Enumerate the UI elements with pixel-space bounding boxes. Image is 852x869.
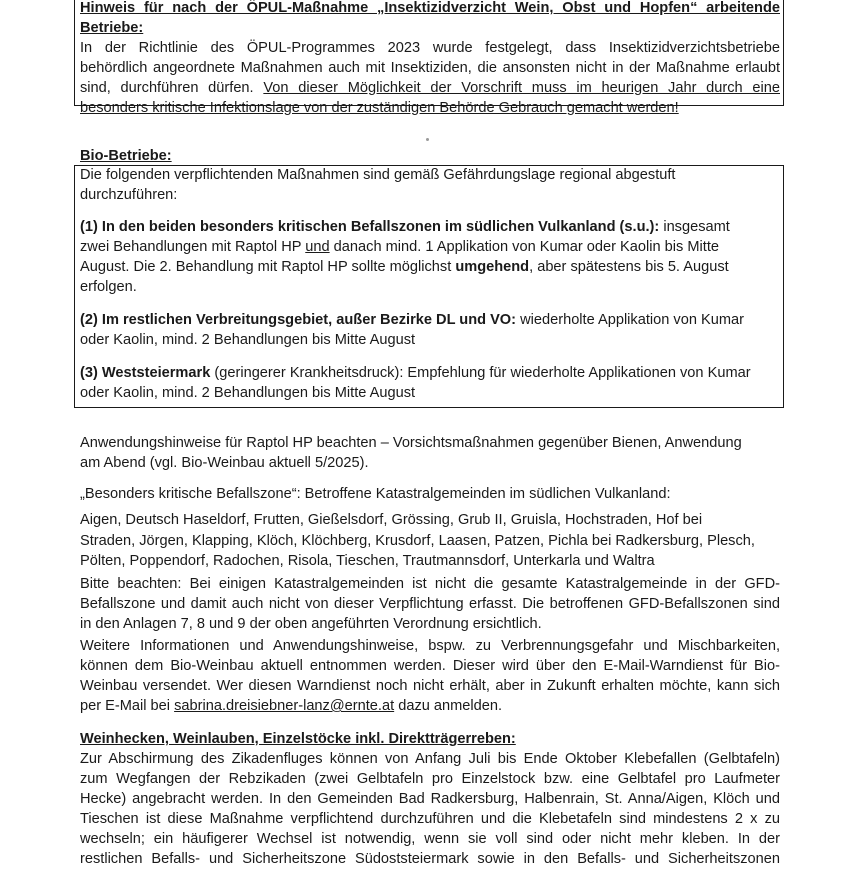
notice-heading: Hinweis für nach der ÖPUL-Maßnahme „Insektizidverzicht Wein, Obst und Hopfen“ arbeitende — [80, 0, 780, 16]
zone-intro-line: „Besonders kritische Befallszone“: Betroffene Katastralgemeinden im südlichen Vulkanland: — [80, 486, 671, 502]
bio-intro: Die folgenden verpflichtenden Maßnahmen sind gemäß Gefährdungslage regional abgestuft — [80, 167, 676, 183]
top-notice — [80, 0, 780, 118]
hedges-line: Hecke) angebracht werden. In den Gemeinden Bad Radkersburg, Halbenrain, St. Anna/Aigen, Klöch und — [80, 791, 780, 807]
hedges-line: wechseln; ein häufigerer Wechsel ist notwendig, wenn sie voll sind oder nicht mehr kleben. In der — [80, 831, 780, 847]
municipality-line: Aigen, Deutsch Haseldorf, Frutten, Gießelsdorf, Grössing, Grub II, Gruisla, Hochstraden, Hof bei — [80, 512, 703, 528]
bio-point-1-line: August. Die 2. Behandlung mit Raptol HP sollte möglichst umgehend, aber spätestens bis 5. August — [80, 259, 729, 275]
info-line: Weinbau versendet. Wer diesen Warndienst noch nicht erhält, aber in Zukunft erhalten möchte, kann sich — [80, 678, 780, 694]
bio-heading: Bio-Betriebe: — [80, 148, 172, 164]
municipality-line: Straden, Jörgen, Klapping, Klöch, Klöchberg, Krusdorf, Laasen, Patzen, Pichla bei Radkersburg, Plesch, — [80, 532, 755, 549]
hedges-line: Tieschen ist diese Maßnahme verpflichtend durchzuführen und die Klebetafeln sind mindestens 2 x zu — [80, 811, 780, 827]
bio-point-1-line: zwei Behandlungen mit Raptol HP und danach mind. 1 Applikation von Kumar oder Kaolin bis Mitte — [80, 239, 720, 255]
notice-line: behördlich angeordnete Maßnahmen auch mit Insektiziden, die ansonsten nicht in der Maßnahme erlaubt — [80, 60, 780, 76]
hedges-section — [80, 729, 780, 869]
bio-point-2-line: oder Kaolin, mind. 2 Behandlungen bis Mitte August — [80, 332, 416, 348]
application-hints — [80, 433, 780, 473]
info-line: per E-Mail bei sabrina.dreisiebner-lanz@ernte.at dazu anmelden. — [80, 698, 503, 714]
hedges-line: restlichen Befalls- und Sicherheitszone Südoststeiermark sowie in den Befalls- und Sicherheitszonen — [80, 851, 780, 867]
hedges-heading: Weinhecken, Weinlauben, Einzelstöcke inkl. Direktträgerreben: — [80, 731, 516, 747]
notice-heading-cont: Betriebe: — [80, 20, 144, 36]
info-line: Weitere Informationen und Anwendungshinweise, bspw. zu Verbrennungsgefahr und Mischbarkeiten, — [80, 638, 780, 654]
notice-line: sind, durchführen dürfen. Von dieser Möglichkeit der Vorschrift muss im heurigen Jahr durch eine — [80, 80, 780, 96]
hedges-line: zum Wegfangen der Rebzikaden (zwei Gelbtafeln pro Einzelstock bzw. eine Gelbtafel pro Laufmeter — [80, 771, 780, 787]
bio-intro: durchzuführen: — [80, 187, 178, 203]
scan-speck — [426, 138, 429, 141]
zone-municipalities — [80, 510, 780, 572]
bio-point-1: (1) In den beiden besonders kritischen Befallszonen im südlichen Vulkanland (s.u.): insgesamt — [80, 219, 730, 235]
hedges-line: Zur Abschirmung des Zikadenfluges können von Anfang Juli bis Ende Oktober Klebefallen (Gelbtafeln) — [80, 751, 780, 767]
note-line: Befallszone und damit auch nicht von dieser Verpflichtung erfasst. Die betroffenen GFD-Befallszonen sind — [80, 596, 780, 612]
email-link[interactable]: sabrina.dreisiebner-lanz@ernte.at — [174, 698, 395, 714]
info-line: können dem Bio-Weinbau aktuell entnommen werden. Dieser wird über den E-Mail-Warndienst für Bio- — [80, 658, 780, 674]
bio-content — [80, 165, 780, 403]
municipality-line: Pölten, Poppendorf, Radochen, Risola, Tieschen, Trautmannsdorf, Unterkarla und Waltra — [80, 553, 655, 569]
bio-point-2: (2) Im restlichen Verbreitungsgebiet, außer Bezirke DL und VO: wiederholte Applikation von Kumar — [80, 312, 744, 328]
note-line: in den Anlagen 7, 8 und 9 der oben angeführten Verordnung ersichtlich. — [80, 616, 542, 632]
info-paragraph — [80, 636, 780, 716]
bio-point-3: (3) Weststeiermark (geringerer Krankheitsdruck): Empfehlung für wiederholte Applikationen von Kumar — [80, 365, 751, 381]
bio-point-3-line: oder Kaolin, mind. 2 Behandlungen bis Mitte August — [80, 385, 416, 401]
note-paragraph — [80, 574, 780, 634]
notice-line: In der Richtlinie des ÖPUL-Programmes 2023 wurde festgelegt, dass Insektizidverzichtsbetriebe — [80, 40, 780, 56]
hints-line: Anwendungshinweise für Raptol HP beachten – Vorsichtsmaßnahmen gegenüber Bienen, Anwendung — [80, 435, 742, 451]
bio-heading-wrap — [80, 146, 780, 166]
notice-line: besonders kritische Infektionslage von der zuständigen Behörde Gebrauch gemacht werden! — [80, 100, 679, 116]
zone-intro — [80, 484, 780, 504]
bio-point-1-line: erfolgen. — [80, 279, 137, 295]
note-line: Bitte beachten: Bei einigen Katastralgemeinden ist nicht die gesamte Katastralgemeinde in der GFD- — [80, 576, 780, 592]
hints-line: am Abend (vgl. Bio-Weinbau aktuell 5/2025). — [80, 455, 369, 471]
